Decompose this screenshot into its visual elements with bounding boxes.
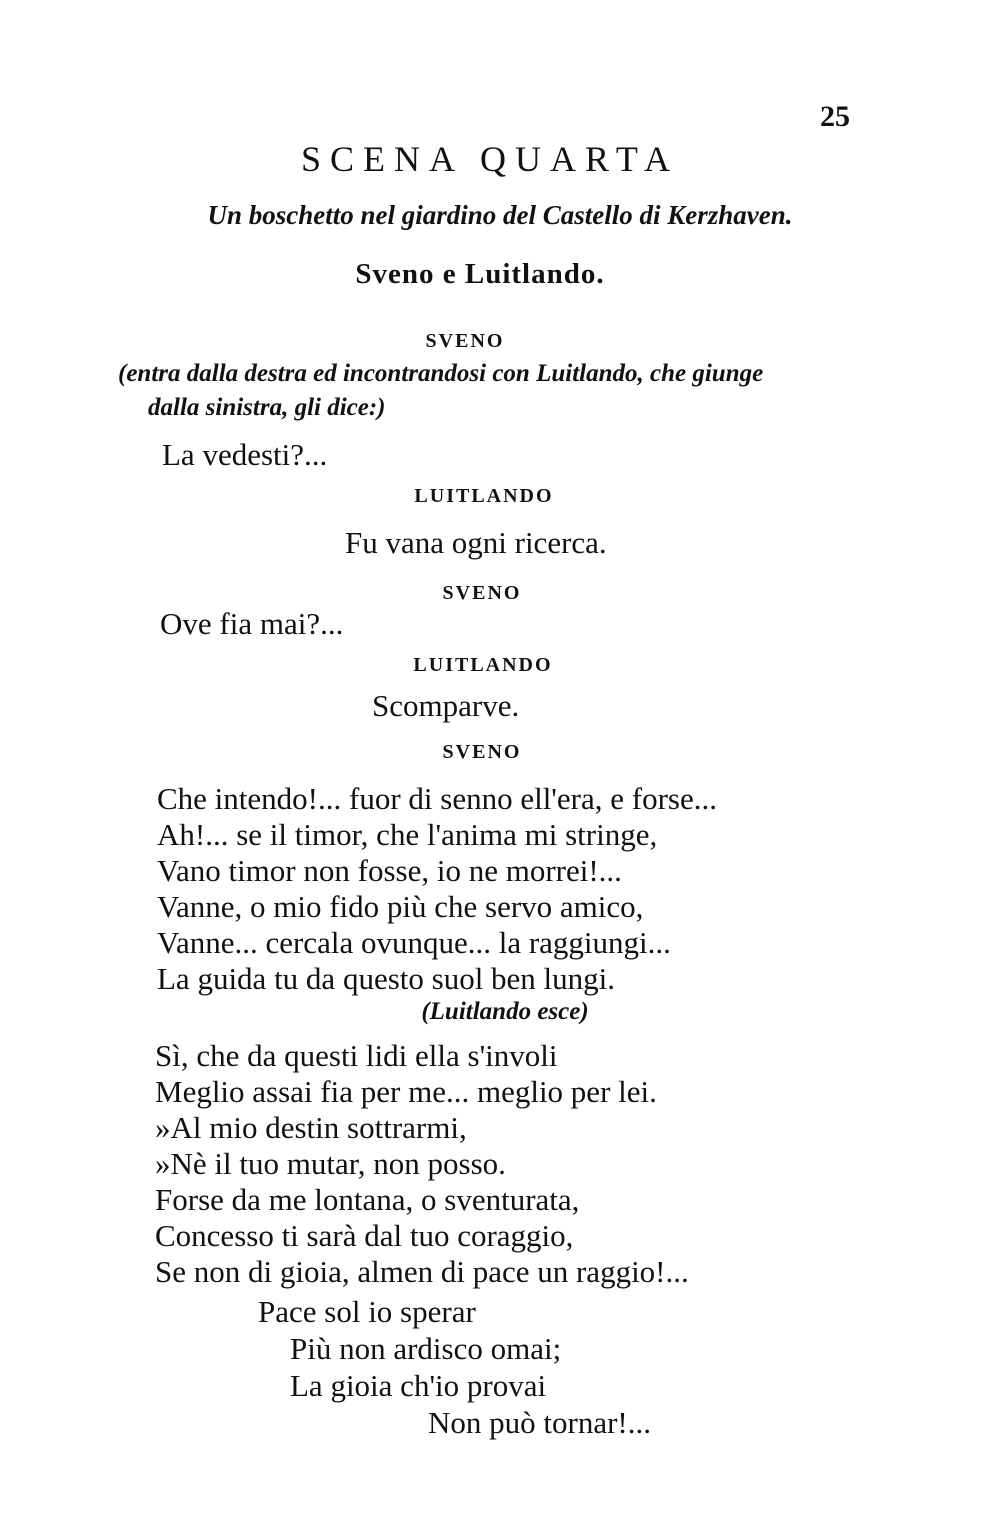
page-number: 25 — [820, 100, 850, 133]
verse-line: La gioia ch'io provai — [290, 1368, 547, 1403]
speaker-label: SVENO — [442, 741, 522, 763]
verse-line: Se non di gioia, almen di pace un raggio!... — [155, 1254, 689, 1289]
verse-line: Non può tornar!... — [428, 1405, 651, 1440]
speaker-label: SVENO — [425, 330, 505, 352]
verse-stanza — [157, 781, 717, 997]
speaker-label: SVENO — [442, 582, 522, 604]
characters-heading: Sveno e Luitlando. — [355, 258, 605, 290]
scene-setting: Un boschetto nel giardino del Castello di Kerzhaven. — [207, 200, 793, 230]
verse-stanza — [258, 1293, 651, 1441]
verse-line: Fu vana ogni ricerca. — [345, 525, 607, 560]
speaker-label: LUITLANDO — [413, 654, 553, 676]
verse-line: La guida tu da questo suol ben lungi. — [157, 961, 616, 996]
speaker-label: LUITLANDO — [414, 485, 554, 507]
stage-direction: (Luitlando esce) — [421, 998, 589, 1025]
verse-line: Vano timor non fosse, io ne morrei!... — [157, 853, 622, 888]
verse-line: Che intendo!... fuor di senno ell'era, e forse... — [157, 781, 717, 816]
verse-line: Forse da me lontana, o sventurata, — [155, 1182, 580, 1217]
verse-line: Meglio assai fia per me... meglio per lei. — [155, 1074, 657, 1109]
verse-line: »Al mio destin sottrarmi, — [155, 1110, 467, 1145]
verse-line: Concesso ti sarà dal tuo coraggio, — [155, 1218, 574, 1253]
verse-line: Pace sol io sperar — [258, 1294, 476, 1329]
scene-title: SCENA QUARTA — [301, 139, 679, 179]
verse-line: Sì, che da questi lidi ella s'involi — [155, 1038, 558, 1073]
verse-stanza — [155, 1038, 689, 1290]
verse-line: Vanne, o mio fido più che servo amico, — [157, 889, 644, 924]
verse-line: Più non ardisco omai; — [290, 1331, 562, 1366]
verse-line: »Nè il tuo mutar, non posso. — [155, 1146, 506, 1181]
verse-line: Ove fia mai?... — [160, 606, 344, 641]
stage-direction: (entra dalla destra ed incontrandosi con Luitlando, che giunge — [118, 360, 764, 387]
verse-line: Ah!... se il timor, che l'anima mi stringe, — [157, 817, 658, 852]
verse-line: Scomparve. — [372, 688, 520, 723]
verse-line: La vedesti?... — [162, 437, 328, 472]
stage-direction: dalla sinistra, gli dice:) — [148, 394, 386, 421]
verse-line: Vanne... cercala ovunque... la raggiungi... — [157, 925, 671, 960]
